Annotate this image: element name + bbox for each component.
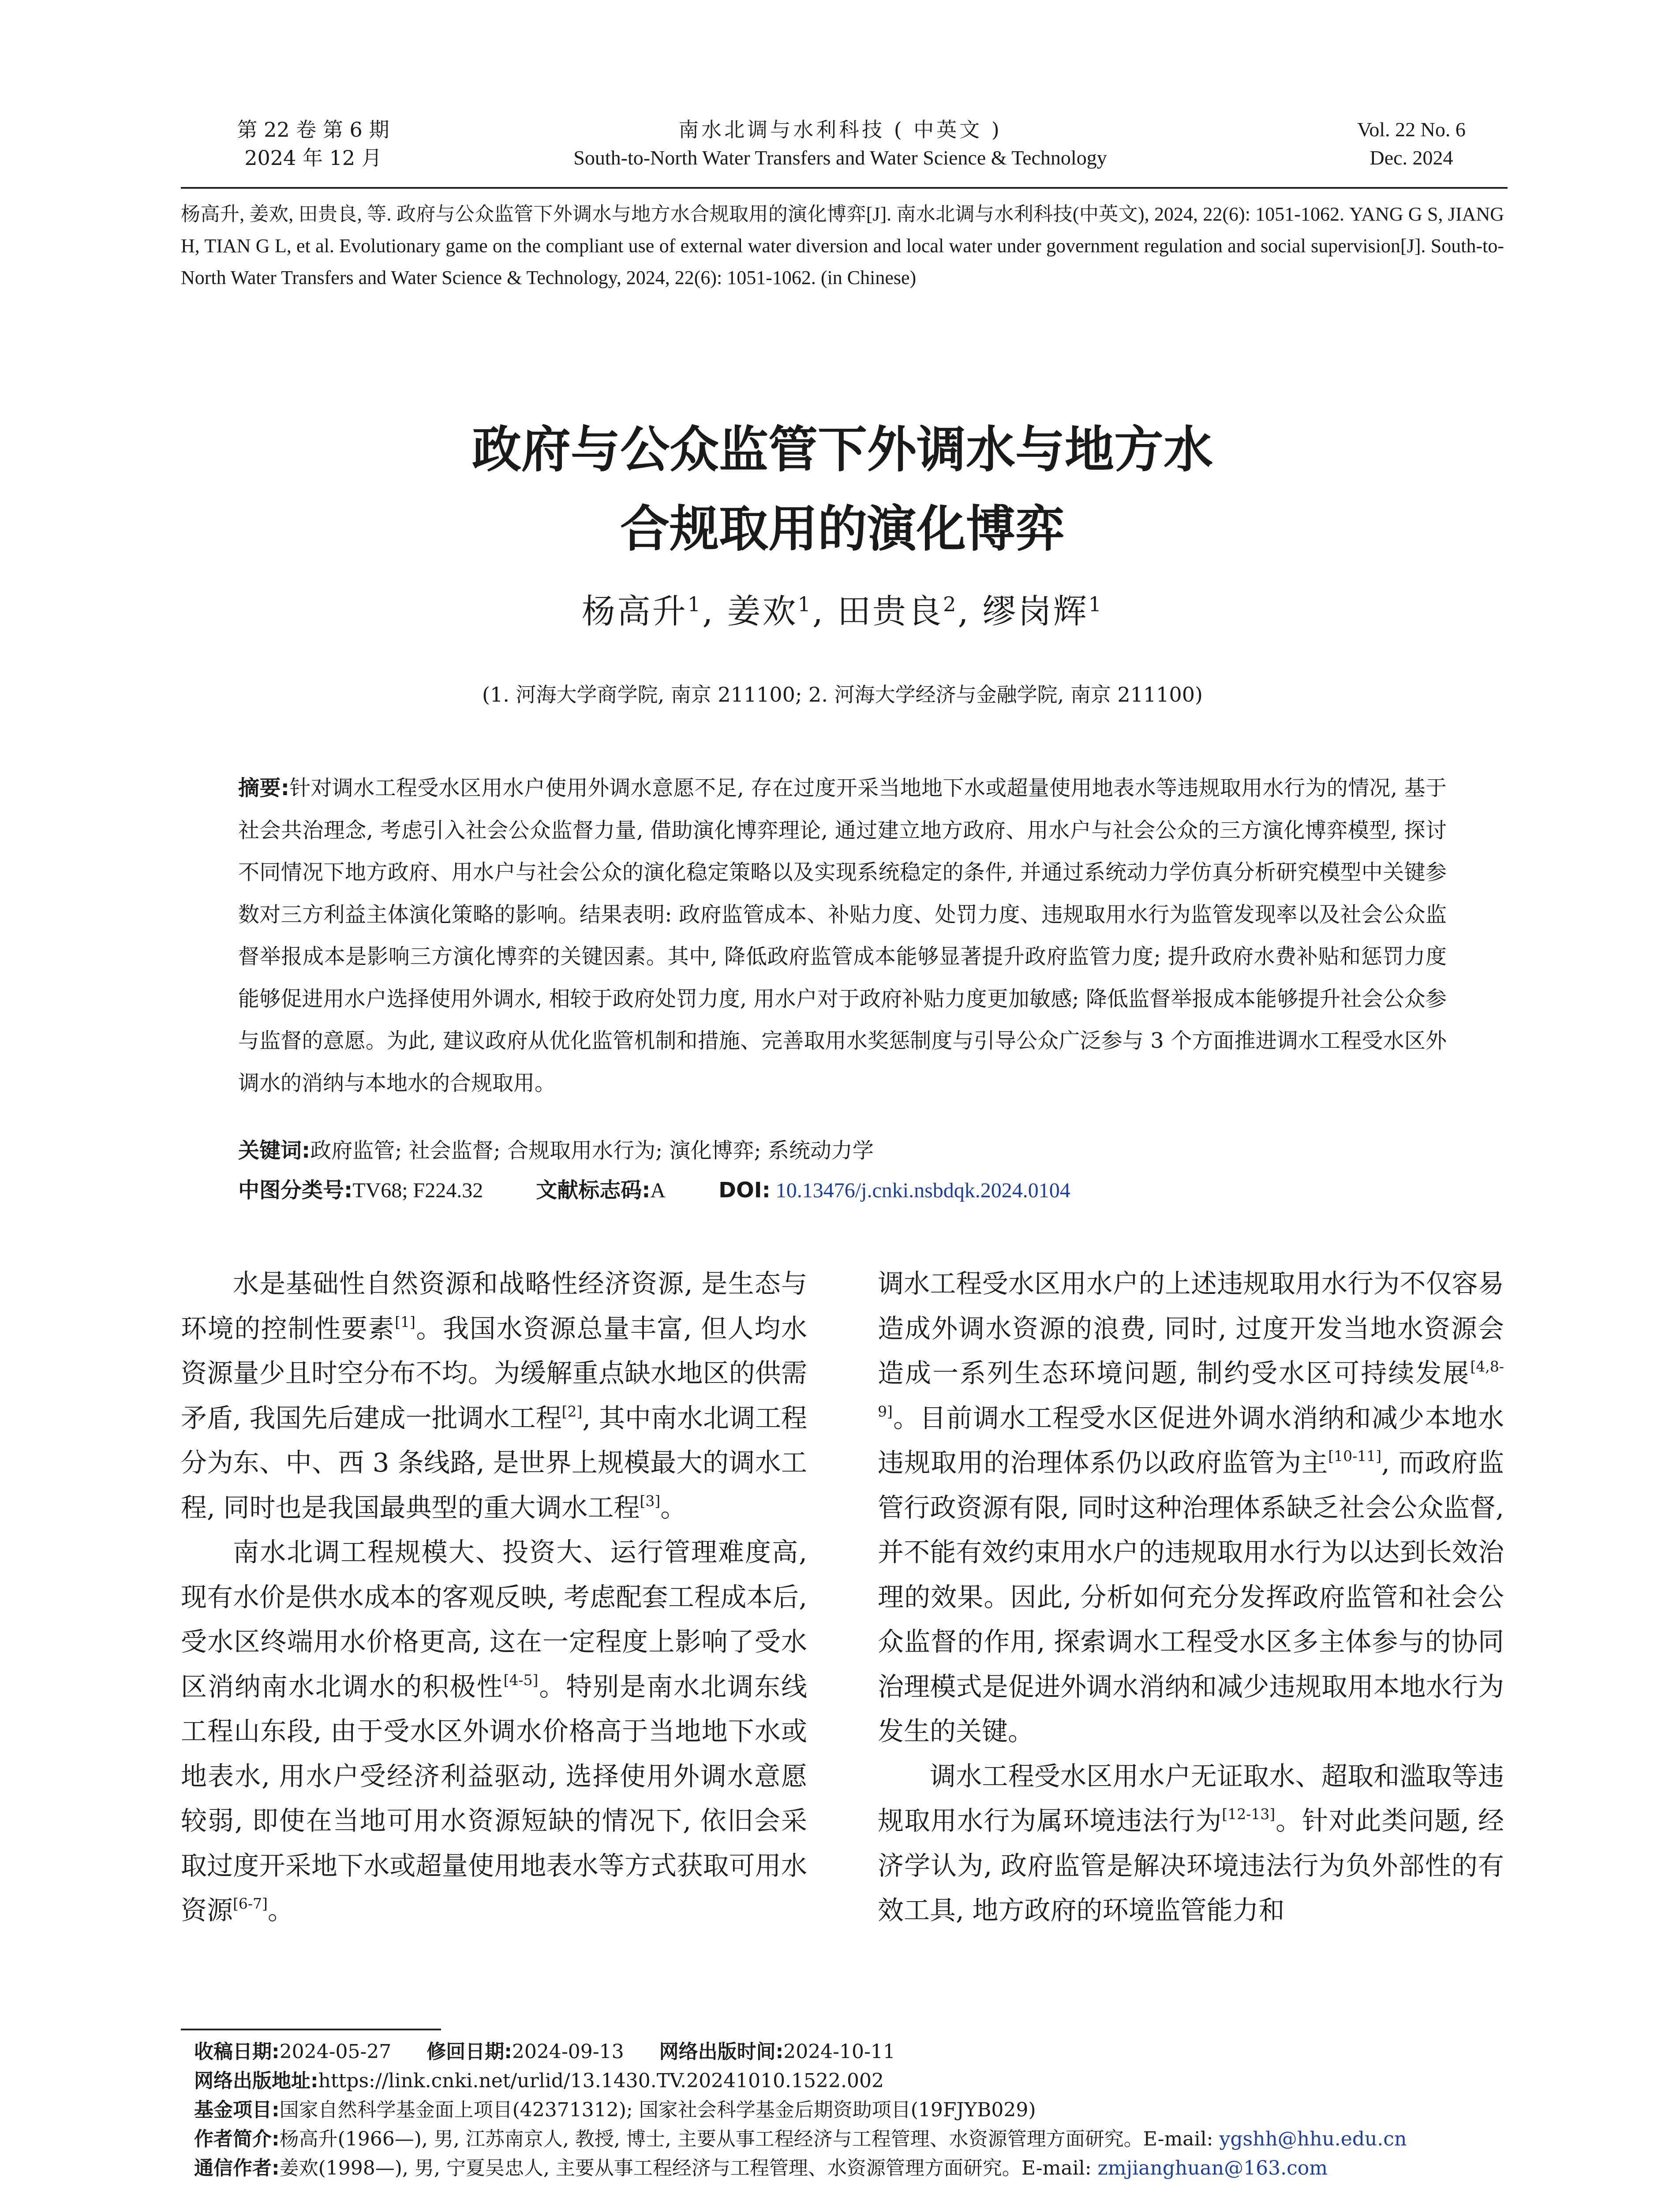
body-paragraph bbox=[181, 1530, 807, 1933]
abstract-label: 摘要: bbox=[238, 776, 289, 800]
citation-ref[interactable]: [1] bbox=[395, 1313, 415, 1330]
author-bio-text: 杨高升(1966—), 男, 江苏南京人, 教授, 博士, 主要从事工程经济与工程管理、水资源管理方面研究。E-mail: bbox=[279, 2128, 1220, 2150]
body-right-column bbox=[878, 1261, 1504, 1933]
revised-label: 修回日期: bbox=[427, 2041, 512, 2063]
volume-issue-en bbox=[1319, 116, 1504, 172]
journal-name-en: South-to-North Water Transfers and Water Science & Technology bbox=[573, 146, 1107, 169]
journal-name-cn: 南水北调与水利科技 ( 中英文 ) bbox=[678, 118, 1002, 142]
date-en: Dec. 2024 bbox=[1369, 146, 1453, 169]
body-paragraph bbox=[878, 1261, 1504, 1754]
footnotes bbox=[194, 2037, 1517, 2183]
citation-ref[interactable]: [6-7] bbox=[233, 1895, 268, 1912]
doi-label: DOI: bbox=[718, 1178, 771, 1203]
fund-text: 国家自然科学基金面上项目(42371312); 国家社会科学基金后期资助项目(19FJYB029) bbox=[279, 2099, 1036, 2121]
paragraph-text: 。特别是南水北调东线工程山东段, 由于受水区外调水价格高于当地地下水或地表水, 用水户受经济利益驱动, 选择使用外调水意愿较弱, 即使在当地可用水资源短缺的情况下, 依旧会采取过度开采地下水或超量使用地表水等方式获取可用水资源 bbox=[181, 1671, 807, 1925]
author-list bbox=[181, 582, 1504, 633]
online-label: 网络出版时间: bbox=[659, 2041, 784, 2063]
journal-name bbox=[507, 116, 1173, 172]
date-cn: 2024 年 12 月 bbox=[244, 146, 382, 170]
paragraph-text: 。我国水资源总量丰富, 但人均水资源量少且时空分布不均。为缓解重点缺水地区的供需矛盾, 我国先后建成一批调水工程 bbox=[181, 1313, 807, 1433]
author-email-link[interactable]: ygshh@hhu.edu.cn bbox=[1219, 2128, 1407, 2150]
fund-label: 基金项目: bbox=[194, 2099, 280, 2121]
volume-cn: 第 22 卷 第 6 期 bbox=[237, 118, 389, 142]
paper-title bbox=[181, 410, 1504, 569]
title-line-2: 合规取用的演化博弈 bbox=[620, 501, 1065, 558]
author-name: 缪岗辉 bbox=[982, 591, 1089, 631]
author-affil-sup: 2 bbox=[943, 592, 958, 616]
paragraph-text: , 而政府监管行政资源有限, 同时这种治理体系缺乏社会公众监督, 并不能有效约束用水户的违规取用水行为以达到长效治理的效果。因此, 分析如何充分发挥政府监管和社会公众监督的作用, 探索调水工程受水区多主体参与的协同治理模式是促进外调水消纳和减少违规取用本地水行为发生的关键。 bbox=[878, 1447, 1504, 1746]
citation-ref[interactable]: [4-5] bbox=[503, 1671, 539, 1689]
corresponding-text: 姜欢(1998—), 男, 宁夏吴忠人, 主要从事工程经济与工程管理、水资源管理方面研究。E-mail: bbox=[279, 2157, 1098, 2179]
author-affil-sup: 1 bbox=[797, 592, 812, 616]
author-sep: , bbox=[702, 591, 715, 631]
keywords-label: 关键词: bbox=[238, 1138, 311, 1163]
header-rule bbox=[181, 187, 1508, 189]
body-left-column bbox=[181, 1261, 807, 1933]
author-name: 杨高升 bbox=[581, 591, 688, 631]
citation: 杨高升, 姜欢, 田贵良, 等. 政府与公众监管下外调水与地方水合规取用的演化博弈[J]. 南水北调与水利科技(中英文), 2024, 22(6): 1051-1062. YANG G S, JIANG H, TIAN G L, et al. Evolutionary game on the compliant use of external water diversion and local water under government regulation and social supervision[J]. South-to-North Water Transfers and Water Science & Technology, 2024, 22(6): 1051-1062. (in Chinese) bbox=[181, 203, 1504, 288]
title-line-1: 政府与公众监管下外调水与地方水 bbox=[472, 421, 1213, 478]
body-paragraph bbox=[181, 1261, 807, 1530]
paragraph-text: 。目前调水工程受水区促进外调水消纳和减少本地水违规取用的治理体系仍以政府监管为主 bbox=[878, 1402, 1504, 1478]
corresponding-row bbox=[194, 2154, 1517, 2183]
citation-ref[interactable]: [10-11] bbox=[1328, 1447, 1382, 1465]
abstract bbox=[238, 767, 1447, 1104]
citation-ref[interactable]: [12-13] bbox=[1222, 1805, 1276, 1823]
clc-value: TV68; F224.32 bbox=[352, 1179, 483, 1202]
code-label: 文献标志码: bbox=[536, 1178, 651, 1203]
doi-link[interactable]: 10.13476/j.cnki.nsbdqk.2024.0104 bbox=[775, 1179, 1070, 1202]
paragraph-text: 南水北调工程规模大、投资大、运行管理难度高, 现有水价是供水成本的客观反映, 考虑配套工程成本后, 受水区终端用水价格更高, 这在一定程度上影响了受水区消纳南水北调水的积极性 bbox=[181, 1537, 807, 1702]
author-sep: , bbox=[812, 591, 825, 631]
footnote-rule bbox=[181, 2029, 441, 2030]
paragraph-text: 。 bbox=[660, 1492, 687, 1523]
author-name: 姜欢 bbox=[727, 591, 798, 631]
classification bbox=[238, 1171, 1447, 1210]
citation-ref[interactable]: [3] bbox=[640, 1492, 661, 1510]
volume-issue-cn bbox=[221, 116, 406, 172]
citation-ref[interactable]: [2] bbox=[561, 1402, 583, 1420]
author-bio-row bbox=[194, 2125, 1517, 2154]
author-affil-sup: 1 bbox=[687, 592, 703, 616]
received-label: 收稿日期: bbox=[194, 2041, 280, 2063]
paragraph-text: 调水工程受水区用水户无证取水、超取和滥取等违规取用水行为属环境违法行为 bbox=[878, 1760, 1504, 1836]
dates-row bbox=[194, 2037, 1517, 2067]
author-affil-sup: 1 bbox=[1088, 592, 1104, 616]
author-sep: , bbox=[958, 591, 970, 631]
author-name: 田贵良 bbox=[837, 591, 943, 631]
volume-en: Vol. 22 No. 6 bbox=[1357, 118, 1466, 141]
abstract-text: 针对调水工程受水区用水户使用外调水意愿不足, 存在过度开采当地地下水或超量使用地表水等违规取用水行为的情况, 基于社会共治理念, 考虑引入社会公众监督力量, 借助演化博弈理论, 通过建立地方政府、用水户与社会公众的三方演化博弈模型, 探讨不同情况下地方政府、用水户与社会公众的演化稳定策略以及实现系统稳定的条件, 并通过系统动力学仿真分析研究模型中关键参数对三方利益主体演化策略的影响。结果表明: 政府监管成本、补贴力度、处罚力度、违规取用水行为监管发现率以及社会公众监督举报成本是影响三方演化博弈的关键因素。其中, 降低政府监管成本能够显著提升政府监管力度; 提升政府水费补贴和惩罚力度能够促进用水户选择使用外调水, 相较于政府处罚力度, 用水户对于政府补贴力度更加敏感; 降低监督举报成本能够提升社会公众参与监督的意愿。为此, 建议政府从优化监管机制和措施、完善取用水奖惩制度与引导公众广泛参与 3 个方面推进调水工程受水区外调水的消纳与本地水的合规取用。 bbox=[238, 776, 1447, 1095]
url-row bbox=[194, 2067, 1517, 2096]
citation-ref[interactable]: [4,8-9] bbox=[878, 1358, 1504, 1420]
code-value: A bbox=[650, 1179, 666, 1202]
corresponding-label: 通信作者: bbox=[194, 2157, 280, 2179]
paragraph-text: 。 bbox=[267, 1895, 294, 1925]
paragraph-text: 水是基础性自然资源和战略性经济资源, 是生态与环境的控制性要素 bbox=[181, 1268, 807, 1344]
keywords-text: 政府监管; 社会监督; 合规取用水行为; 演化博弈; 系统动力学 bbox=[310, 1138, 874, 1163]
keywords bbox=[238, 1131, 1447, 1170]
online-date: 2024-10-11 bbox=[783, 2041, 895, 2063]
received-date: 2024-05-27 bbox=[279, 2041, 392, 2063]
author-bio-label: 作者简介: bbox=[194, 2128, 280, 2150]
url-label: 网络出版地址: bbox=[194, 2070, 318, 2092]
corresponding-email-link[interactable]: zmjianghuan@163.com bbox=[1097, 2157, 1328, 2179]
revised-date: 2024-09-13 bbox=[512, 2041, 624, 2063]
clc-label: 中图分类号: bbox=[238, 1178, 353, 1203]
paragraph-text: , 其中南水北调工程分为东、中、西 3 条线路, 是世界上规模最大的调水工程, 同时也是我国最典型的重大调水工程 bbox=[181, 1402, 807, 1523]
fund-row bbox=[194, 2096, 1517, 2125]
paragraph-text: 。针对此类问题, 经济学认为, 政府监管是解决环境违法行为负外部性的有效工具, 地方政府的环境监管能力和 bbox=[878, 1805, 1504, 1925]
body-paragraph bbox=[878, 1754, 1504, 1933]
online-url[interactable]: https://link.cnki.net/urlid/13.1430.TV.20241010.1522.002 bbox=[318, 2070, 884, 2092]
paragraph-text: 调水工程受水区用水户的上述违规取用水行为不仅容易造成外调水资源的浪费, 同时, 过度开发当地水资源会造成一系列生态环境问题, 制约受水区可持续发展 bbox=[878, 1268, 1504, 1388]
affiliation: (1. 河海大学商学院, 南京 211100; 2. 河海大学经济与金融学院, 南京 211100) bbox=[482, 683, 1203, 706]
